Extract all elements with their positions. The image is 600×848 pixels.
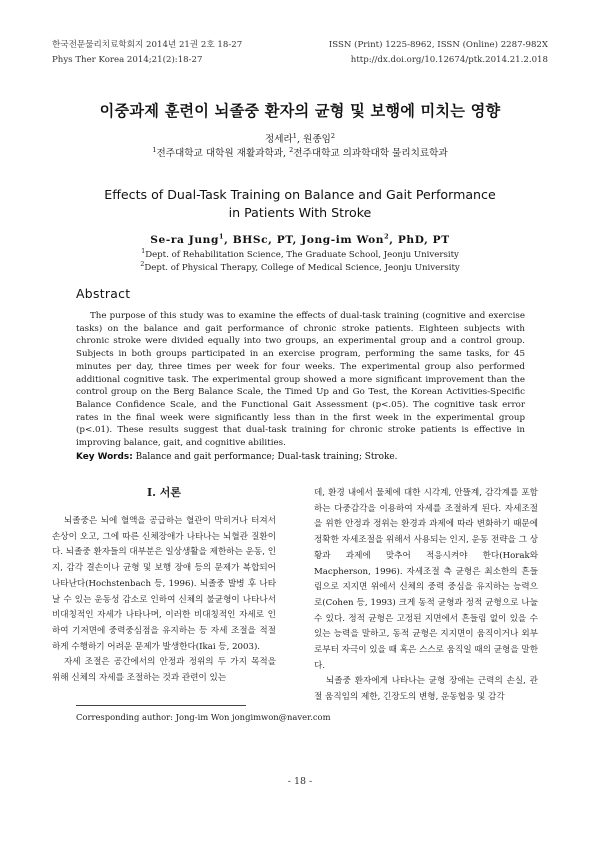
- doi-link[interactable]: http://dx.doi.org/10.12674/ptk.2014.21.2.018: [350, 54, 548, 65]
- aff-1-ko: 전주대학교 대학원 재활과학과,: [156, 147, 290, 159]
- english-title: [0, 186, 600, 222]
- author-1-degree: , BHSc, PT,: [224, 234, 302, 246]
- corresponding-author: Corresponding author: Jong-im Won jongimwon@naver.com: [76, 712, 331, 722]
- keywords-label: Key Words:: [76, 452, 133, 462]
- affiliation-2-sup: 2: [140, 260, 145, 269]
- author-2-en-sup: 2: [384, 232, 390, 241]
- journal-en-citation: Phys Ther Korea 2014;21(2):18-27: [52, 54, 203, 65]
- affiliation-2-text: Dept. of Physical Therapy, College of Medical Science, Jeonju University: [144, 263, 460, 273]
- body-paragraph: 자세 조절은 공간에서의 안정과 정위의 두 가지 목적을 위해 신체의 자세를 조절하는 것과 관련이 있는: [52, 657, 276, 684]
- author-2-degree: , PhD, PT: [389, 234, 450, 246]
- english-authors: [0, 234, 600, 246]
- keywords: [76, 452, 536, 462]
- aff-1-ko-sup: 1: [152, 145, 157, 154]
- author-1-ko: 정세라: [264, 134, 293, 145]
- aff-2-ko-sup: 2: [289, 145, 294, 154]
- affiliation-1-text: Dept. of Rehabilitation Science, The Graduate School, Jeonju University: [145, 250, 459, 260]
- korean-affiliations: [0, 147, 600, 161]
- author-2-en: Jong-im Won: [301, 234, 385, 246]
- korean-author-names: [0, 133, 600, 147]
- english-title-line-1: Effects of Dual-Task Training on Balance and Gait Performance: [104, 187, 496, 202]
- body-column-right: [314, 486, 538, 706]
- affiliation-2-en: [0, 260, 600, 273]
- affiliation-1-sup: 1: [141, 247, 146, 256]
- author-separator: ,: [296, 134, 304, 145]
- author-1-ko-sup: 1: [292, 131, 297, 140]
- body-column-left: [52, 486, 276, 687]
- author-1-en-sup: 1: [219, 232, 225, 241]
- page-number: - 18 -: [287, 776, 313, 787]
- abstract-body: The purpose of this study was to examine the effects of dual-task training (cognitive and exercise tasks) on the balance and gait performance of chronic stroke patients. Eighteen subjects with chronic stroke were divided equally into two groups, an experimental group and a control group. Subjects in both groups participated in an exercise program, performing the same tasks, for 45 minutes per day, three times per week for four weeks. The experimental group also performed additional cognitive task. The experimental group showed a more significant improvement than the control group on the Berg Balance Scale, the Timed Up and Go Test, the Korean Activities-Specific Balance Confidence Scale, and the Functional Gait Assessment (p<.05). The cognitive task error rates in the final week were significantly less than in the first week in the experimental group (p<.01). These results suggest that dual-task training for chronic stroke patients is effective in improving balance, gait, and cognitive abilities.: [76, 311, 525, 449]
- author-2-ko: 원종임: [303, 134, 331, 145]
- author-1-en: Se-ra Jung: [150, 234, 219, 246]
- section-heading-introduction: Ⅰ. 서론: [146, 486, 182, 499]
- body-paragraph: 뇌졸중 환자에게 나타나는 균형 장애는 근력의 손실, 관절 움직임의 제한, 긴장도의 변형, 운동협응 및 감각: [314, 676, 538, 703]
- journal-citation: [52, 38, 242, 67]
- affiliation-1-en: [0, 247, 600, 260]
- english-title-line-2: in Patients With Stroke: [228, 205, 372, 220]
- journal-ko-citation: 한국전문물리치료학회지 2014년 21권 2호 18-27: [52, 40, 243, 50]
- journal-identifiers: [329, 38, 548, 67]
- aff-2-ko: 전주대학교 의과학대학 물리치료학과: [293, 147, 448, 159]
- korean-title: 이중과제 훈련이 뇌졸중 환자의 균형 및 보행에 미치는 영향: [99, 102, 501, 120]
- korean-authors: [0, 133, 600, 160]
- abstract-heading: Abstract: [76, 286, 131, 301]
- footnote-divider: [76, 705, 246, 706]
- issn-text: ISSN (Print) 1225-8962, ISSN (Online) 2287-982X: [328, 40, 548, 50]
- keywords-text: Balance and gait performance; Dual-task training; Stroke.: [132, 452, 398, 462]
- author-2-ko-sup: 2: [330, 131, 335, 140]
- body-paragraph: 데, 환경 내에서 물체에 대한 시각계, 안뜰계, 감각계를 포함하는 다중감각을 이용하여 자세를 조절하게 된다. 자세조절을 위한 안정과 정위는 환경과 과제에 따라 변화하기 때문에 정확한 자세조절을 위해서 사용되는 인지, 운동 전략을 그 상황과 과제에 맞추어 적응시켜야 한다(Horak와 Macpherson, 1996). 자세조절 측 균형은 최소한의 흔들림으로 지지면 위에서 신체의 중력 중심을 유지하는 능력으로(Cohen 등, 1993) 크게 동적 균형과 정적 균형으로 나눌 수 있다. 정적 균형은 고정된 지면에서 흔들림 없이 있을 수 있는 능력을 말하고, 동적 균형은 지지면이 움직이거나 외부로부터 자극이 있을 때 혹은 스스로 움직일 때의 균형을 말한다.: [314, 488, 538, 671]
- body-paragraph: 뇌졸중은 뇌에 혈액을 공급하는 혈관이 막히거나 터져서 손상이 오고, 그에 따른 신체장애가 나타나는 뇌혈관 질환이다. 뇌졸중 환자들의 대부분은 일상생활을 제한하는 운동, 인지, 감각 결손이나 균형 및 보행 장애 등의 문제가 복합되어 나타난다(Hochstenbach 등, 1996). 뇌졸중 발병 후 나타날 수 있는 운동성 감소로 인하여 신체의 불균형이 나타나서 비대칭적인 자세가 나타나며, 이러한 비대칭적인 자세로 인하여 기저면에 중력중심점을 유지하는 등 자세 조절을 적절하게 수행하기 어려운 문제가 발생한다(Ikai 등, 2003).: [52, 516, 276, 652]
